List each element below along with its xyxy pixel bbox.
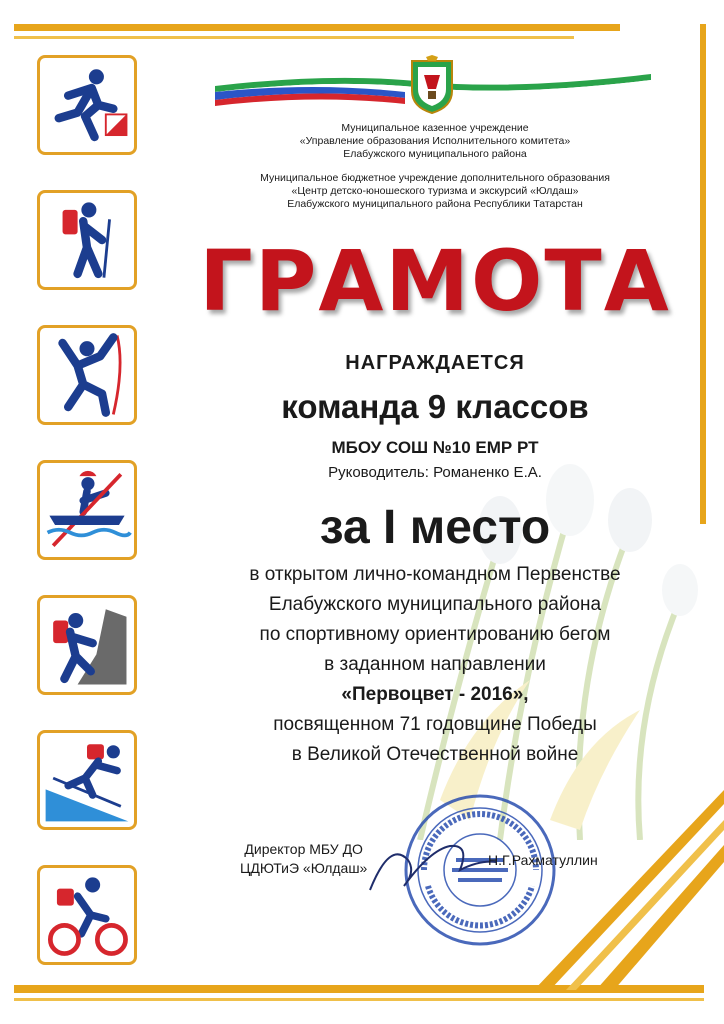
org-header-2-line: Елабужского муниципального района Республики Татарстан xyxy=(287,198,583,210)
coat-of-arms-icon xyxy=(406,55,458,115)
award-description xyxy=(150,560,720,770)
org-header-1 xyxy=(150,122,720,161)
frame-bottom-stripe-thin xyxy=(14,998,704,1001)
org-header-2-line: «Центр детско-юношеского туризма и экскурсий «Юлдаш» xyxy=(291,185,579,197)
event-name: «Первоцвет - 2016», xyxy=(341,684,529,705)
signature xyxy=(360,820,500,900)
climbing-icon xyxy=(37,325,137,425)
kayaking-icon xyxy=(37,460,137,560)
description-line: в открытом лично-командном Первенстве xyxy=(249,564,621,585)
org-header-2-line: Муниципальное бюджетное учреждение дополнительного образования xyxy=(260,172,610,184)
org-header-1-line: Елабужского муниципального района xyxy=(343,148,527,160)
hiking-icon xyxy=(37,190,137,290)
orienteering-icon xyxy=(37,55,137,155)
school-name: МБОУ СОШ №10 ЕМР РТ xyxy=(331,438,539,457)
description-line: по спортивному ориентированию бегом xyxy=(259,624,611,645)
description-line: в Великой Отечественной войне xyxy=(291,744,579,765)
director-title xyxy=(240,840,367,878)
org-header-1-line: Муниципальное казенное учреждение xyxy=(341,122,529,134)
description-line: Елабужского муниципального района xyxy=(268,594,602,615)
director-position-line: Директор МБУ ДО xyxy=(244,841,363,857)
mountaineering-icon xyxy=(37,595,137,695)
description-line: в заданном направлении xyxy=(324,654,546,675)
team-leader: Руководитель: Романенко Е.А. xyxy=(328,464,542,481)
skiing-icon xyxy=(37,730,137,830)
org-header-1-line: «Управление образования Исполнительного комитета» xyxy=(299,135,571,147)
frame-top-stripe xyxy=(14,24,620,31)
director-position-line: ЦДЮТиЭ «Юлдаш» xyxy=(240,860,368,876)
certificate-title: ГРАМОТА xyxy=(199,232,671,330)
org-header-2 xyxy=(150,172,720,211)
cycling-icon xyxy=(37,865,137,965)
awarded-label: НАГРАЖДАЕТСЯ xyxy=(345,352,525,374)
award-place: за I место xyxy=(319,501,551,554)
recipient-name: команда 9 классов xyxy=(281,388,589,425)
director-name: Н.Г.Рахматуллин xyxy=(488,852,598,868)
description-line: посвященном 71 годовщине Победы xyxy=(273,714,597,735)
frame-top-stripe-thin xyxy=(14,36,574,39)
